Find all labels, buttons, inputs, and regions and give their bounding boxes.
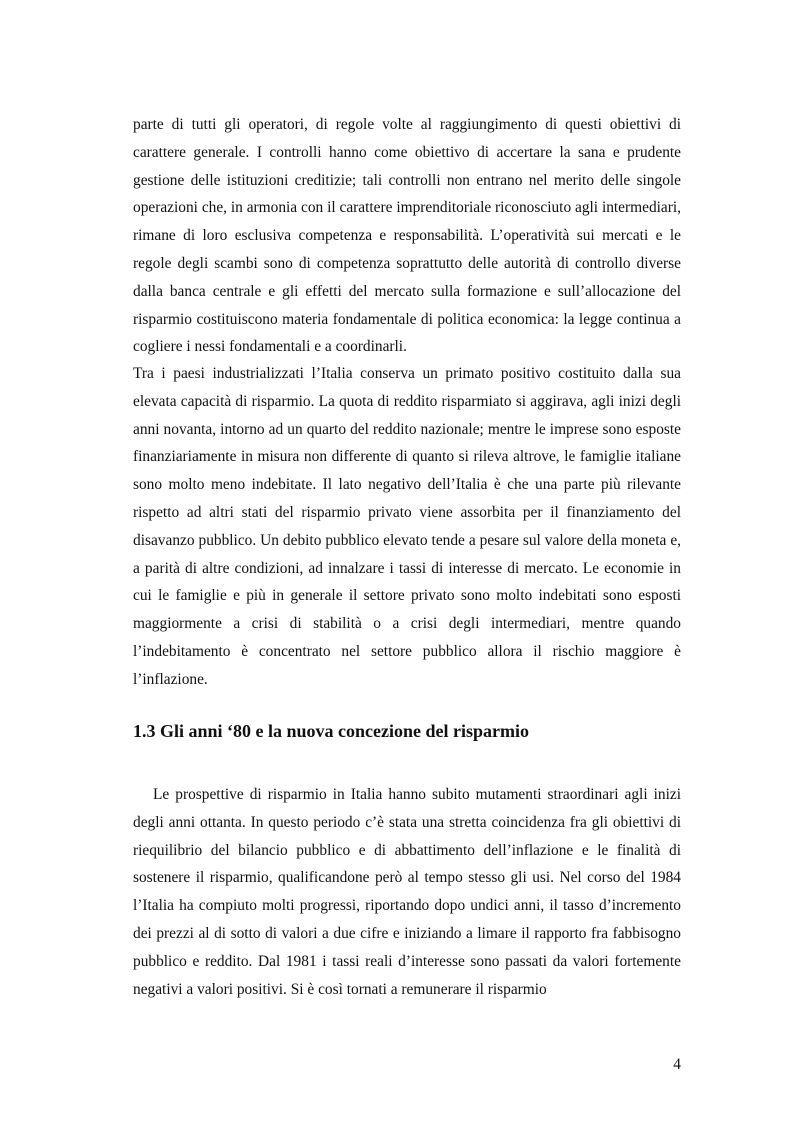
body-paragraph-2 bbox=[133, 360, 681, 694]
page-number: 4 bbox=[673, 1056, 681, 1073]
body-paragraph-3 bbox=[133, 781, 681, 1003]
paragraph-text: parte di tutti gli operatori, di regole volte al raggiungimento di questi obiettivi di carattere generale. I controlli hanno come obiettivo di accertare la sana e prudente gestione delle istituzioni creditizie; tali controlli non entrano nel merito delle singole operazioni che, in armonia con il carattere imprenditoriale riconosciuto agli intermediari, rimane di loro esclusiva competenza e responsabilità. L’operatività sui mercati e le regole degli scambi sono di competenza soprattutto delle autorità di controllo diverse dalla banca centrale e gli effetti del mercato sulla formazione e sull’allocazione del risparmio costituiscono materia fondamentale di politica economica: la legge continua a cogliere i nessi fondamentali e a coordinarli. bbox=[133, 116, 681, 356]
section-heading: 1.3 Gli anni ‘80 e la nuova concezione del risparmio bbox=[133, 721, 529, 741]
body-paragraph-1 bbox=[133, 111, 681, 361]
paragraph-text: Tra i paesi industrializzati l’Italia conserva un primato positivo costituito dalla sua elevata capacità di risparmio. La quota di reddito risparmiato si aggirava, agli inizi degli anni novanta, intorno ad un quarto del reddito nazionale; mentre le imprese sono esposte finanziariamente in misura non differente di quanto si rileva altrove, le famiglie italiane sono molto meno indebitate. Il lato negativo dell’Italia è che una parte più rilevante rispetto ad altri stati del risparmio privato viene assorbita per il finanziamento del disavanzo pubblico. Un debito pubblico elevato tende a pesare sul valore della moneta e, a parità di altre condizioni, ad innalzare i tassi di interesse di mercato. Le economie in cui le famiglie e più in generale il settore privato sono molto indebitati sono esposti maggiormente a crisi di stabilità o a crisi degli intermediari, mentre quando l’indebitamento è concentrato nel settore pubblico allora il rischio maggiore è l’inflazione. bbox=[133, 365, 681, 688]
paragraph-text: Le prospettive di risparmio in Italia hanno subito mutamenti straordinari agli inizi degli anni ottanta. In questo periodo c’è stata una stretta coincidenza fra gli obiettivi di riequilibrio del bilancio pubblico e di abbattimento dell’inflazione e le finalità di sostenere il risparmio, qualificandone però al tempo stesso gli usi. Nel corso del 1984 l’Italia ha compiuto molti progressi, riportando dopo undici anni, il tasso d’incremento dei prezzi al di sotto di valori a due cifre e iniziando a limare il rapporto fra fabbisogno pubblico e reddito. Dal 1981 i tassi reali d’interesse sono passati da valori fortemente negativi a valori positivi. Si è così tornati a remunerare il risparmio bbox=[133, 786, 681, 998]
